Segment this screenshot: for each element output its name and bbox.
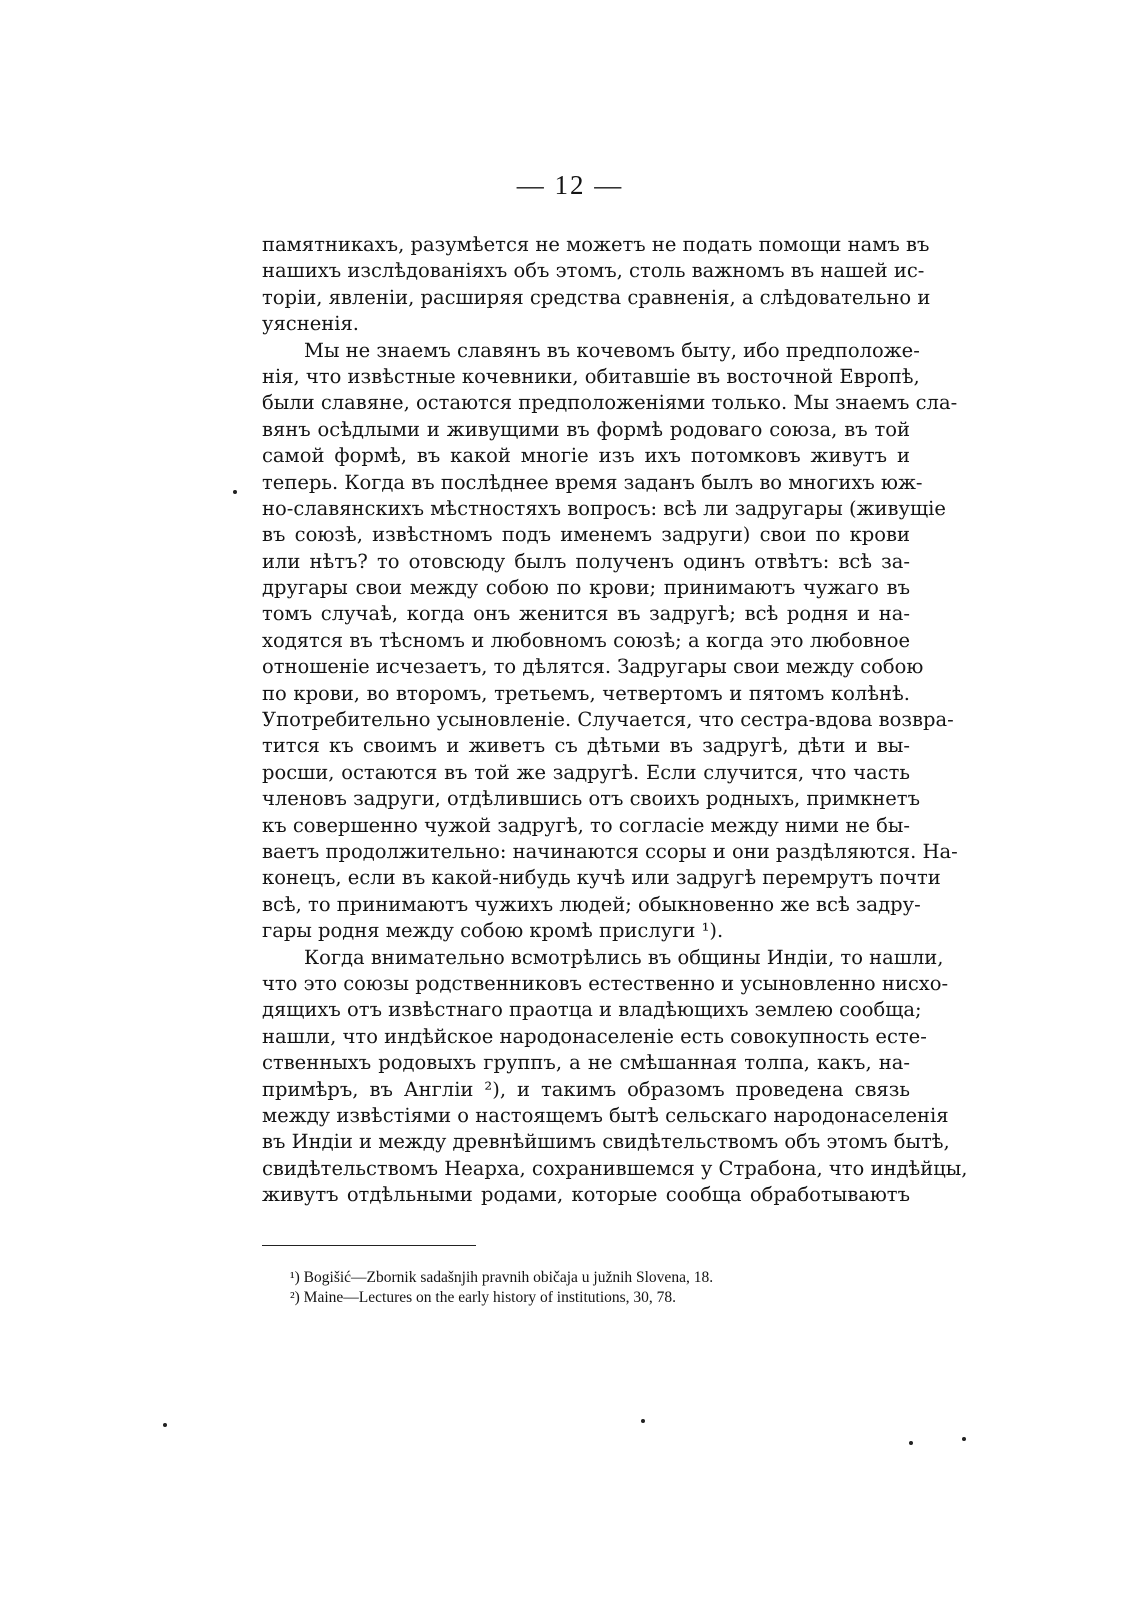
- text-line: между извѣстіями о настоящемъ бытѣ сельскаго народонаселенія: [262, 1103, 949, 1127]
- text-line: нашли, что индѣйское народонаселеніе есть совокупность есте-: [262, 1024, 927, 1048]
- text-line: самой формѣ, въ какой многіе изъ ихъ потомковъ живутъ и: [262, 444, 910, 468]
- text-line: живутъ отдѣльными родами, которые сообща обработываютъ: [262, 1183, 910, 1207]
- text-line: теперь. Когда въ послѣднее время заданъ былъ во многихъ юж-: [262, 470, 923, 494]
- text-line: по крови, во второмъ, третьемъ, четвертомъ и пятомъ колѣнѣ.: [262, 681, 910, 705]
- text-line: всѣ, то принимаютъ чужихъ людей; обыкновенно же всѣ задру-: [262, 892, 921, 916]
- text-line: Когда внимательно всмотрѣлись въ общины Индіи, то нашли,: [304, 945, 944, 969]
- text-line: нія, что извѣстные кочевники, обитавшіе въ восточной Европѣ,: [262, 364, 920, 388]
- scan-speck: [163, 1423, 167, 1427]
- text-line: Мы не знаемъ славянъ въ кочевомъ быту, ибо предположе-: [304, 338, 920, 362]
- text-line: ственныхъ родовыхъ группъ, а не смѣшанная толпа, какъ, на-: [262, 1051, 910, 1075]
- text-line: гары родня между собою кромѣ прислуги ¹).: [262, 919, 724, 943]
- text-line: отношеніе исчезаетъ, то дѣлятся. Задругары свои между собою: [262, 655, 924, 679]
- footnote: ¹) Bogišić—Zbornik sadašnjih pravnih običaja u južnih Slovena, 18.: [290, 1269, 714, 1286]
- text-line: памятникахъ, разумѣется не можетъ не подать помощи намъ въ: [262, 233, 930, 256]
- page-number: — 12 —: [516, 170, 624, 200]
- footnote-divider: [262, 1245, 476, 1246]
- scan-speck: [909, 1441, 913, 1445]
- scan-speck: [233, 490, 237, 494]
- text-line: нашихъ изслѣдованіяхъ объ этомъ, столь важномъ въ нашей ис-: [262, 259, 925, 283]
- text-line: томъ случаѣ, когда онъ женится въ задругѣ; всѣ родня и на-: [262, 602, 910, 626]
- text-line: въ союзѣ, извѣстномъ подъ именемъ задруги) свои по крови: [262, 523, 910, 547]
- text-line: примѣръ, въ Англіи ²), и такимъ образомъ проведена связь: [262, 1077, 910, 1101]
- text-line: дящихъ отъ извѣстнаго праотца и владѣющихъ землею сообща;: [262, 998, 922, 1022]
- text-line: но-славянскихъ мѣстностяхъ вопросъ: всѣ ли задругары (живущіе: [262, 496, 946, 520]
- text-line: уясненія.: [262, 312, 359, 336]
- footnote: ²) Maine—Lectures on the early history of institutions, 30, 78.: [290, 1289, 677, 1306]
- text-line: другары свои между собою по крови; принимаютъ чужаго въ: [262, 576, 910, 600]
- text-line: тится къ своимъ и живетъ съ дѣтьми въ задругѣ, дѣти и вы-: [262, 734, 910, 758]
- text-line: конецъ, если въ какой-нибудь кучѣ или задругѣ перемрутъ почти: [262, 866, 941, 890]
- text-line: въ Индіи и между древнѣйшимъ свидѣтельствомъ объ этомъ бытѣ,: [262, 1130, 950, 1154]
- text-line: что это союзы родственниковъ естественно и усыновленно нисхо-: [262, 971, 949, 995]
- text-line: росши, остаются въ той же задругѣ. Если случится, что часть: [262, 760, 910, 784]
- text-line: ходятся въ тѣсномъ и любовномъ союзѣ; а когда это любовное: [262, 628, 910, 652]
- body-text: [262, 232, 968, 1208]
- text-line: были славяне, остаются предположеніями только. Мы знаемъ сла-: [262, 391, 958, 415]
- footnotes: [290, 1268, 890, 1308]
- scan-speck: [962, 1437, 966, 1441]
- scan-speck: [641, 1419, 645, 1423]
- text-line: свидѣтельствомъ Неарха, сохранившемся у Страбона, что индѣйцы,: [262, 1156, 968, 1180]
- text-line: членовъ задруги, отдѣлившись отъ своихъ родныхъ, примкнетъ: [262, 787, 920, 811]
- text-line: или нѣтъ? то отовсюду былъ полученъ одинъ отвѣтъ: всѣ за-: [262, 549, 910, 573]
- text-line: вянъ осѣдлыми и живущими въ формѣ родоваго союза, въ той: [262, 417, 910, 441]
- text-line: торіи, явленіи, расширяя средства сравненія, а слѣдовательно и: [262, 285, 931, 309]
- text-line: ваетъ продолжительно: начинаются ссоры и они раздѣляются. На-: [262, 839, 958, 863]
- text-line: Употребительно усыновленіе. Случается, что сестра-вдова возвра-: [262, 708, 954, 732]
- text-line: къ совершенно чужой задругѣ, то согласіе между ними не бы-: [262, 813, 910, 837]
